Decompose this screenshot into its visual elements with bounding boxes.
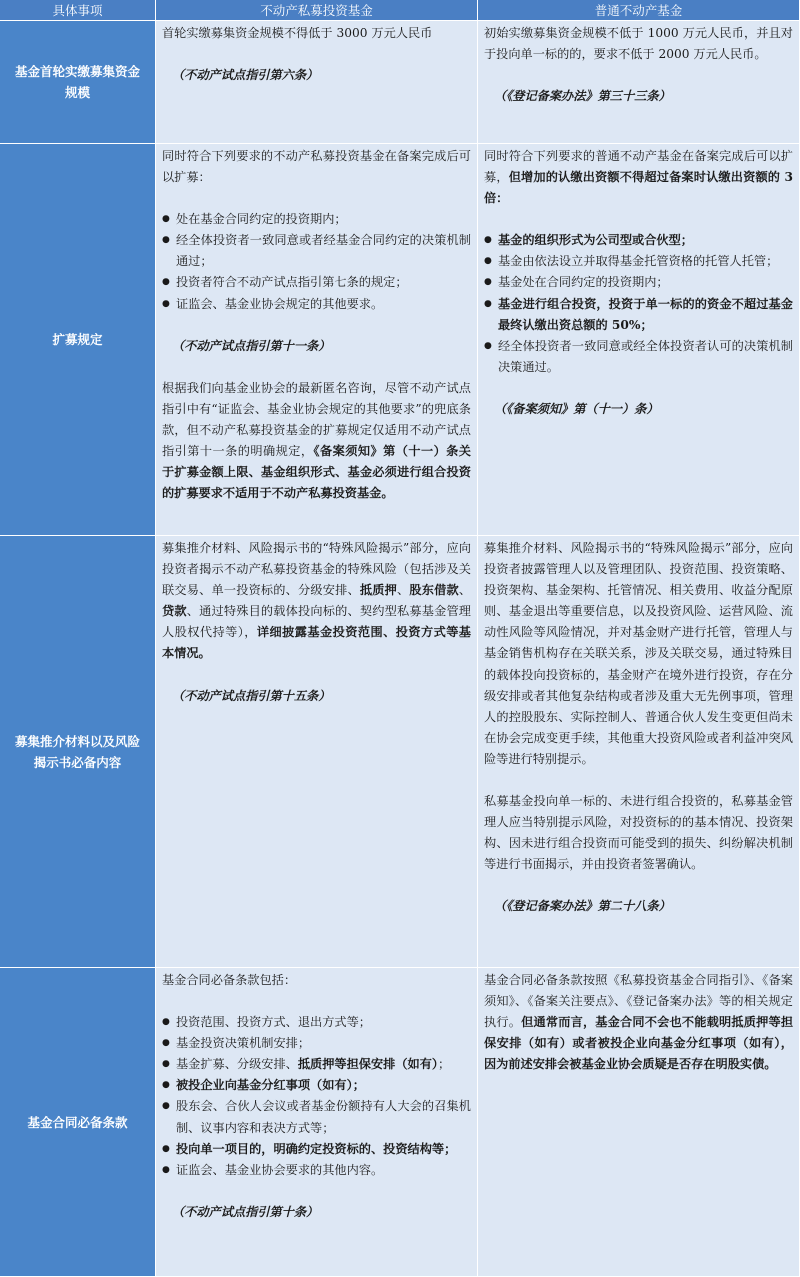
paragraph bbox=[484, 146, 793, 209]
ordinary-fund-cell bbox=[478, 968, 800, 1277]
paragraph: 首轮实缴募集资金规模不得低于 3000 万元人民币 bbox=[162, 26, 433, 40]
text-run: 但通常而言，基金合同不会也不能载明抵质押等担保安排（如有）或者被投企业向基金分红事项（如有），因为前述安排会被基金业协会质疑是否存在明股实债。 bbox=[484, 1015, 794, 1072]
citation: （不动产试点指引第六条） bbox=[172, 68, 319, 83]
bullet-item bbox=[484, 336, 793, 378]
text-run: 同时符合下列要求的普通不动产基金在备案完成后可以扩募， bbox=[484, 149, 793, 185]
bullet-text: 基金的组织形式为公司型或合伙型； bbox=[498, 233, 693, 248]
bullet-icon: ● bbox=[162, 1143, 170, 1154]
bullet-text: 股东会、合伙人会议或者基金份额持有人大会的召集机制、议事内容和表决方式等； bbox=[176, 1099, 471, 1135]
bullet-item bbox=[162, 272, 471, 293]
paragraph: 私募基金投向单一标的、未进行组合投资的，私募基金管理人应当特别提示风险，对投资标的的基本情况、投资架构、因未进行组合投资而可能受到的损失、纠纷解决机制等进行书面揭示，并由投资者签署确认。 bbox=[484, 794, 793, 872]
paragraph bbox=[484, 970, 793, 1075]
bullet-text: 投资范围、投资方式、退出方式等； bbox=[176, 1015, 371, 1030]
paragraph: 同时符合下列要求的不动产私募投资基金在备案完成后可以扩募： bbox=[162, 149, 471, 185]
bullet-text: 经全体投资者一致同意或者经基金合同约定的决策机制通过； bbox=[176, 233, 471, 269]
citation: （不动产试点指引第十条） bbox=[172, 1204, 319, 1219]
bullet-icon: ● bbox=[484, 235, 492, 246]
bullet-icon: ● bbox=[162, 298, 170, 309]
bullet-icon: ● bbox=[162, 1017, 170, 1028]
bullet-text: 基金由依法设立并取得基金托管资格的托管人托管； bbox=[498, 254, 779, 269]
bullet-text: 基金投资决策机制安排； bbox=[176, 1036, 311, 1051]
spacer bbox=[162, 665, 471, 686]
bullet-item bbox=[484, 294, 793, 336]
bullet-icon: ● bbox=[162, 235, 170, 246]
bullet-item bbox=[162, 1075, 471, 1096]
bullet-icon: ● bbox=[484, 277, 492, 288]
text-run: 基金扩募、分级安排、 bbox=[176, 1057, 298, 1072]
spacer bbox=[162, 991, 471, 1012]
bullet-item bbox=[484, 230, 793, 251]
text-run: 贷款 bbox=[162, 604, 187, 619]
spacer bbox=[162, 44, 471, 65]
citation: （《登记备案办法》第二十八条） bbox=[494, 899, 671, 914]
text-run: ； bbox=[438, 1057, 451, 1072]
text-run: 股东借款 bbox=[409, 583, 459, 598]
spacer bbox=[484, 875, 793, 896]
text-run: 但增加的认缴出资额不得超过备案时认缴出资额的 3 倍： bbox=[484, 170, 793, 206]
bullet-text bbox=[176, 1054, 471, 1075]
text-run: 详细披露基金投资范围、投资方式等基本情况。 bbox=[162, 625, 471, 661]
citation: （《登记备案办法》第三十三条） bbox=[494, 89, 671, 104]
bullet-icon: ● bbox=[162, 1059, 170, 1070]
bullet-text: 经全体投资者一致同意或经全体投资者认可的决策机制决策通过。 bbox=[498, 338, 793, 374]
bullet-icon: ● bbox=[162, 214, 170, 225]
text-run: 、 bbox=[458, 583, 472, 598]
bullet-text: 投资者符合不动产试点指引第七条的规定； bbox=[176, 275, 408, 290]
bullet-text: 处在基金合同约定的投资期内； bbox=[176, 212, 347, 227]
bullet-text: 基金进行组合投资，投资于单一标的的资金不超过基金最终认缴出资总额的 50%； bbox=[498, 296, 793, 332]
bullet-text: 证监会、基金业协会要求的其他内容。 bbox=[176, 1162, 384, 1177]
spacer bbox=[162, 1181, 471, 1202]
header-ordinary-fund: 普通不动产基金 bbox=[478, 0, 800, 21]
paragraph: 初始实缴募集资金规模不低于 1000 万元人民币，并且对于投向单一标的的，要求不低于 2000 万元人民币。 bbox=[484, 26, 793, 62]
text-run: 、 bbox=[396, 583, 410, 598]
bullet-icon: ● bbox=[162, 277, 170, 288]
text-run: 抵质押等担保安排（如有） bbox=[297, 1057, 439, 1072]
bullet-item bbox=[162, 209, 471, 230]
bullet-icon: ● bbox=[162, 1080, 170, 1091]
bullet-icon: ● bbox=[162, 1164, 170, 1175]
spacer bbox=[484, 770, 793, 791]
row-label: 募集推介材料以及风险揭示书必备内容 bbox=[0, 536, 156, 968]
bullet-item bbox=[162, 1054, 471, 1075]
spacer bbox=[484, 209, 793, 230]
bullet-item bbox=[484, 251, 793, 272]
bullet-text: 投向单一项目的，明确约定投资标的、投资结构等； bbox=[176, 1141, 457, 1156]
private-fund-cell bbox=[156, 536, 478, 968]
bullet-text: 被投企业向基金分红事项（如有）； bbox=[176, 1078, 365, 1093]
bullet-item bbox=[162, 1160, 471, 1181]
bullet-item bbox=[162, 294, 471, 315]
bullet-item bbox=[162, 230, 471, 272]
ordinary-fund-cell bbox=[478, 21, 800, 144]
text-run: 根据我们向基金业协会的最新匿名咨询，尽管不动产试点指引中有“证监会、基金业协会规定的其他要求”的兜底条款，但不动产私募投资基金的扩募规定仅适用不动产试点指引第十一条的明确规定， bbox=[162, 380, 471, 459]
spacer bbox=[484, 65, 793, 86]
text-run: 募集推介材料、风险揭示书的“特殊风险揭示”部分，应向投资者揭示不动产私募投资基金的特殊风险（包括涉及关联交易、单一投资标的、分级安排、 bbox=[162, 541, 471, 598]
private-fund-cell bbox=[156, 968, 478, 1277]
row-label: 基金合同必备条款 bbox=[0, 968, 156, 1277]
spacer bbox=[484, 378, 793, 399]
private-fund-cell bbox=[156, 144, 478, 536]
bullet-icon: ● bbox=[484, 340, 492, 351]
paragraph: 基金合同必备条款包括： bbox=[162, 973, 297, 987]
bullet-icon: ● bbox=[162, 1101, 170, 1112]
bullet-item bbox=[162, 1012, 471, 1033]
bullet-item bbox=[162, 1096, 471, 1138]
bullet-item bbox=[162, 1033, 471, 1054]
bullet-icon: ● bbox=[162, 1038, 170, 1049]
bullet-text: 基金处在合同约定的投资期内； bbox=[498, 275, 669, 290]
paragraph bbox=[162, 378, 471, 505]
paragraph: 募集推介材料、风险揭示书的“特殊风险揭示”部分，应向投资者披露管理人以及管理团队、投资范围、投资策略、投资架构、基金架构、托管情况、相关费用、收益分配原则、基金退出等重要信息，以及投资风险、运营风险、流动性风险等风险情况，并对基金财产进行托管，管理人与基金销售机构存在关联关系，涉及关联交易，通过特殊目的载体投向投资标的，基金财产在境外进行投资，存在分级安排或者其他复杂结构或者涉及重大无先例事项，管理人的控股股东、实际控制人、普通合伙人发生变更但尚未在协会完成变更手续，其他重大投资风险或者利益冲突风险等进行特别提示。 bbox=[484, 541, 793, 766]
row-label: 基金首轮实缴募集资金规模 bbox=[0, 21, 156, 144]
text-run: 、通过特殊目的载体投向标的、契约型私募基金管理人股权代持等）， bbox=[162, 604, 471, 640]
citation: （不动产试点指引第十一条） bbox=[172, 338, 331, 353]
paragraph bbox=[162, 538, 471, 665]
row-label: 扩募规定 bbox=[0, 144, 156, 536]
ordinary-fund-cell bbox=[478, 536, 800, 968]
header-private-fund: 不动产私募投资基金 bbox=[156, 0, 478, 21]
text-run: 基金合同必备条款按照《私募投资基金合同指引》、《备案须知》、《备案关注要点》、《登记备案办法》等的相关规定执行。 bbox=[484, 973, 793, 1030]
text-run: 《备案须知》第（十一）条关于扩募金额上限、基金组织形式、基金必须进行组合投资的扩募要求不适用于不动产私募投资基金。 bbox=[162, 444, 471, 501]
spacer bbox=[162, 315, 471, 336]
spacer bbox=[162, 188, 471, 209]
citation: （不动产试点指引第十五条） bbox=[172, 688, 331, 703]
text-run: 抵质押 bbox=[359, 583, 397, 598]
private-fund-cell bbox=[156, 21, 478, 144]
citation: （《备案须知》第（十一）条） bbox=[494, 401, 659, 416]
header-item: 具体事项 bbox=[0, 0, 156, 21]
ordinary-fund-cell bbox=[478, 144, 800, 536]
bullet-item bbox=[162, 1139, 471, 1160]
bullet-icon: ● bbox=[484, 256, 492, 267]
bullet-text: 证监会、基金业协会规定的其他要求。 bbox=[176, 296, 384, 311]
bullet-icon: ● bbox=[484, 298, 492, 309]
bullet-item bbox=[484, 272, 793, 293]
spacer bbox=[162, 357, 471, 378]
